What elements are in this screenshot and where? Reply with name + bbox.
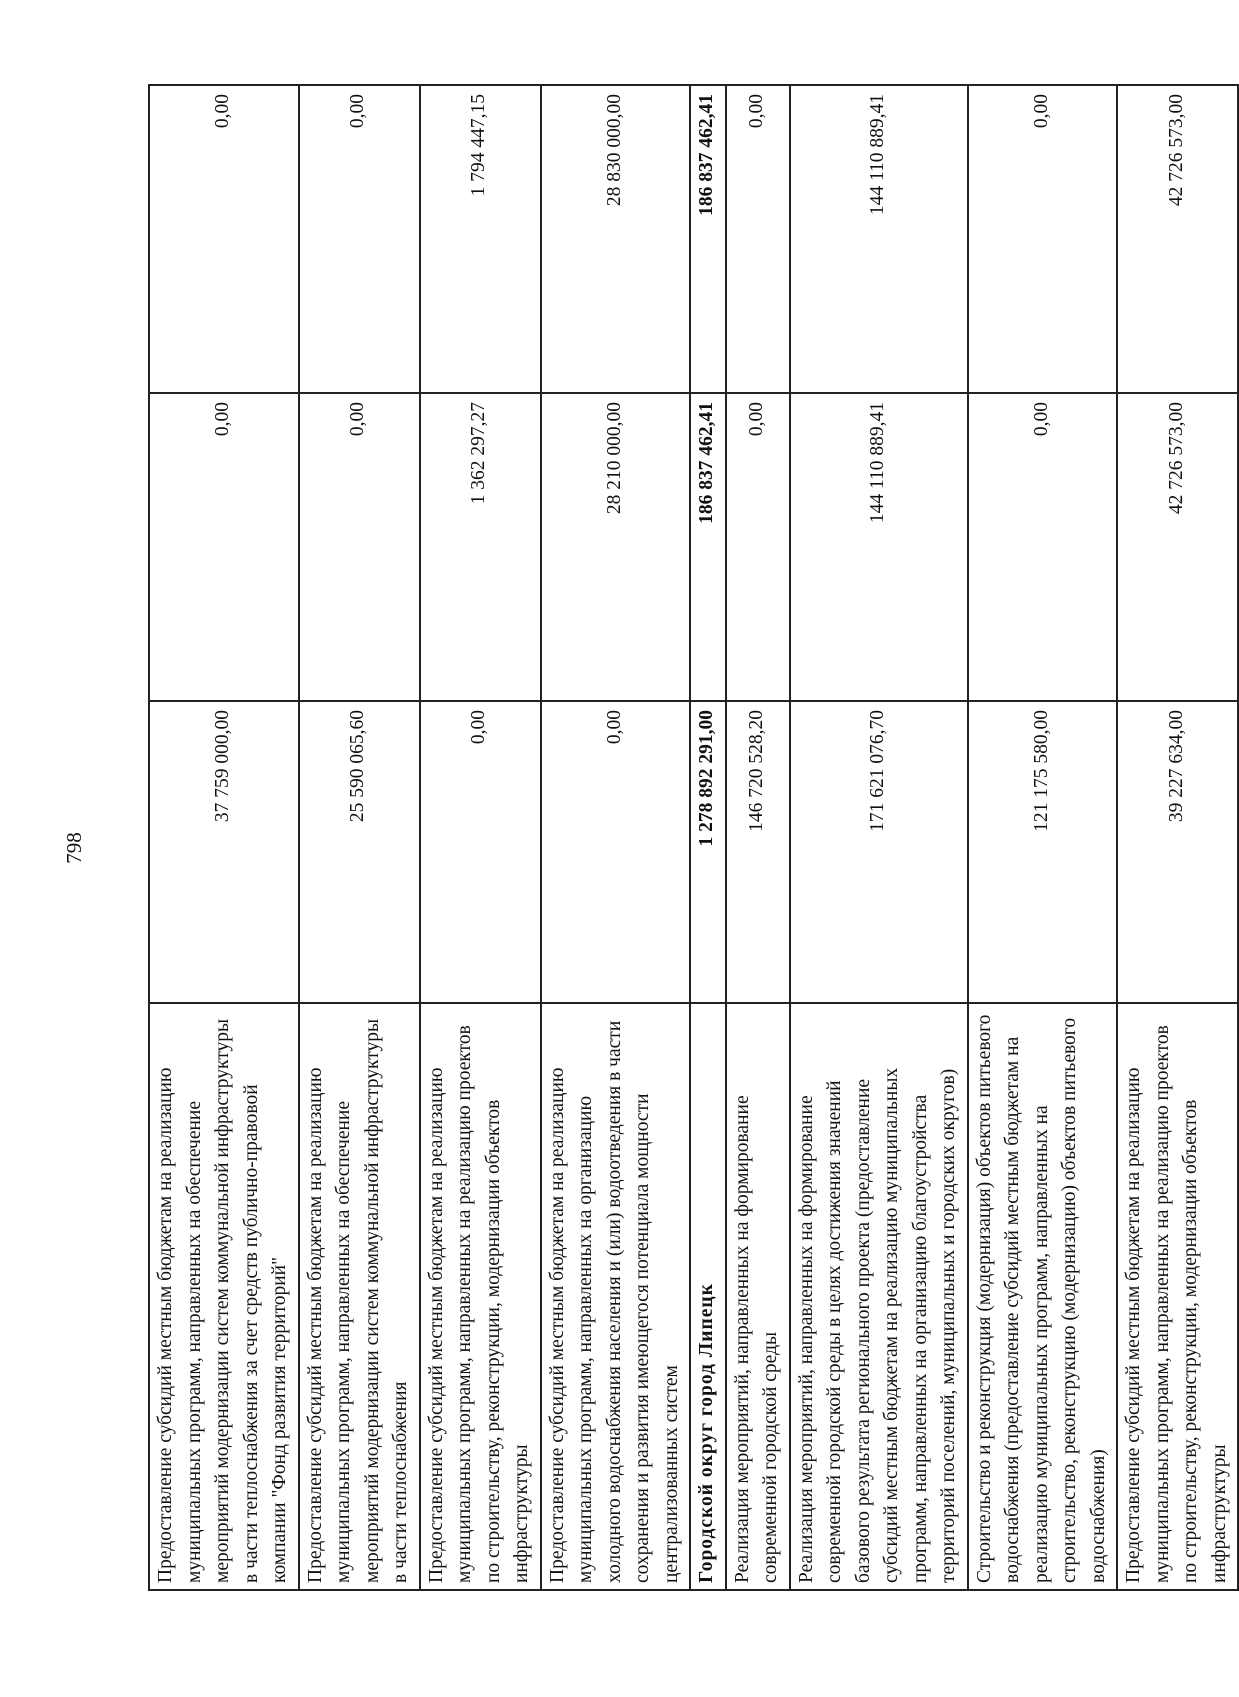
row-value-col2: 0,00 xyxy=(541,701,691,1003)
row-description: Реализация мероприятий, направленных на формирование современной городской среды в целях достижения значений базового результата регионального проекта (предоставление субсидий местным бюджетам на реализацию муниципальных программ, направленных на организацию благоустройства территорий поселений, муниципальных и городских округов) xyxy=(790,1003,968,1590)
row-value-col4: 0,00 xyxy=(149,85,299,393)
row-description: Реализация мероприятий, направленных на формирование современной городской среды xyxy=(726,1003,790,1590)
table-row xyxy=(968,85,1118,1590)
table-row xyxy=(541,85,691,1590)
row-value-col2: 171 621 076,70 xyxy=(790,701,968,1003)
rotated-table-container xyxy=(148,86,1230,1591)
table-row xyxy=(726,85,790,1590)
row-value-col2: 146 720 528,20 xyxy=(726,701,790,1003)
row-value-col3: 0,00 xyxy=(726,393,790,701)
row-value-col4: 1 794 447,15 xyxy=(420,85,541,393)
row-description: Городской округ город Липецк xyxy=(690,1003,726,1590)
row-value-col4: 144 110 889,41 xyxy=(790,85,968,393)
table-row xyxy=(790,85,968,1590)
row-value-col2: 37 759 000,00 xyxy=(149,701,299,1003)
row-value-col3: 42 726 573,00 xyxy=(1117,393,1238,701)
row-description: Строительство и реконструкция (модернизация) объектов питьевого водоснабжения (предоставление субсидий местным бюджетам на реализацию муниципальных программ, направленных на строительство, реконструкцию (модернизацию) объектов питьевого водоснабжения) xyxy=(968,1003,1118,1590)
table-row xyxy=(149,85,299,1590)
row-value-col2: 121 175 580,00 xyxy=(968,701,1118,1003)
row-value-col4: 0,00 xyxy=(968,85,1118,393)
table-row xyxy=(299,85,420,1590)
row-value-col3: 28 210 000,00 xyxy=(541,393,691,701)
row-value-col4: 186 837 462,41 xyxy=(690,85,726,393)
row-description: Предоставление субсидий местным бюджетам на реализацию муниципальных программ, направленных на обеспечение мероприятий модернизации систем коммунальной инфраструктуры в части теплоснабжения xyxy=(299,1003,420,1590)
budget-table xyxy=(148,84,1239,1591)
row-value-col3: 0,00 xyxy=(149,393,299,701)
row-value-col2: 39 227 634,00 xyxy=(1117,701,1238,1003)
row-value-col2: 25 590 065,60 xyxy=(299,701,420,1003)
row-value-col3: 186 837 462,41 xyxy=(690,393,726,701)
row-value-col3: 0,00 xyxy=(299,393,420,701)
row-value-col3: 1 362 297,27 xyxy=(420,393,541,701)
row-description: Предоставление субсидий местным бюджетам на реализацию муниципальных программ, направленных на реализацию проектов по строительству, реконструкции, модернизации объектов инфраструктуры xyxy=(1117,1003,1238,1590)
row-value-col4: 28 830 000,00 xyxy=(541,85,691,393)
table-row xyxy=(420,85,541,1590)
page-number: 798 xyxy=(62,832,86,864)
row-description: Предоставление субсидий местным бюджетам на реализацию муниципальных программ, направленных на реализацию проектов по строительству, реконструкции, модернизации объектов инфраструктуры xyxy=(420,1003,541,1590)
table-row xyxy=(1117,85,1238,1590)
row-value-col3: 144 110 889,41 xyxy=(790,393,968,701)
row-value-col4: 0,00 xyxy=(299,85,420,393)
row-description: Предоставление субсидий местным бюджетам на реализацию муниципальных программ, направленных на организацию холодного водоснабжения населения и (или) водоотведения в части сохранения и развития имеющегося потенциала мощности централизованных систем xyxy=(541,1003,691,1590)
row-value-col4: 42 726 573,00 xyxy=(1117,85,1238,393)
row-description: Предоставление субсидий местным бюджетам на реализацию муниципальных программ, направленных на обеспечение мероприятий модернизации систем коммунальной инфраструктуры в части теплоснабжения за счет средств публично-правовой компании "Фонд развития территорий" xyxy=(149,1003,299,1590)
row-value-col2: 1 278 892 291,00 xyxy=(690,701,726,1003)
row-value-col2: 0,00 xyxy=(420,701,541,1003)
row-value-col4: 0,00 xyxy=(726,85,790,393)
table-row-total xyxy=(690,85,726,1590)
row-value-col3: 0,00 xyxy=(968,393,1118,701)
